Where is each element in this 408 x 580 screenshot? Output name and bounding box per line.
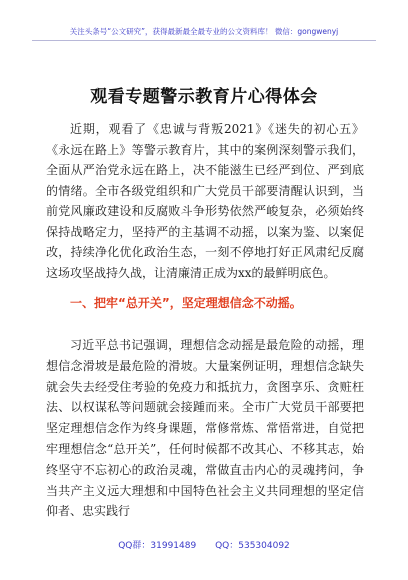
- document-title: 观看专题警示教育片心得体会: [90, 87, 318, 107]
- header-divider: [32, 40, 376, 41]
- header-banner: 关注头条号“公文研究”，获得最新最全最专业的公文资料库！ 微信：gongwenyj: [69, 27, 339, 36]
- paragraph-intro: 近期，观看了《忠诚与背叛2021》《迷失的初心五》《永远在路上》等警示教育片，其中的案例深刻警示我们，全面从严治党永远在路上，决不能滋生已经严到位、严到底的情绪。全市各级党组织和广大党员干部要清醒认识到，当前党风廉政建设和反腐败斗争形势依然严峻复杂，必须始终保持战略定力，坚持严的主基调不动摇，以案为鉴、以案促改，持续净化优化政治生态，一刻不停地打好正风肃纪反腐这场攻坚战持久战，让清廉清正成为xx的最鲜明底色。: [46, 122, 364, 280]
- footer-contact: [0, 538, 408, 551]
- section-heading-1: 一、把牢“总开关”，坚定理想信念不动摇。: [70, 296, 302, 310]
- footer-qq-group: QQ群：31991489: [118, 541, 197, 551]
- document-body-section-1: [46, 335, 364, 522]
- paragraph-section-1: 习近平总书记强调，理想信念动摇是最危险的动摇，理想信念滑坡是最危险的滑坡。大量案例证明，理想信念缺失就会失去经受住考验的免疫力和抵抗力，贪图享乐、贪赃枉法、以权谋私等问题就会接踵而来。全市广大党员干部要把坚定理想信念作为终身课题，常修常炼、常悟常进，自觉把牢理想信念“总开关”，任何时候都不改其心、不移其志，始终坚守不忘初心的政治灵魂，常做直击内心的灵魂拷问，争当共产主义远大理想和中国特色社会主义共同理想的坚定信仰者、忠实践行: [46, 338, 364, 519]
- document-body-intro: [46, 119, 364, 283]
- footer-qq: QQ：535304092: [215, 541, 290, 551]
